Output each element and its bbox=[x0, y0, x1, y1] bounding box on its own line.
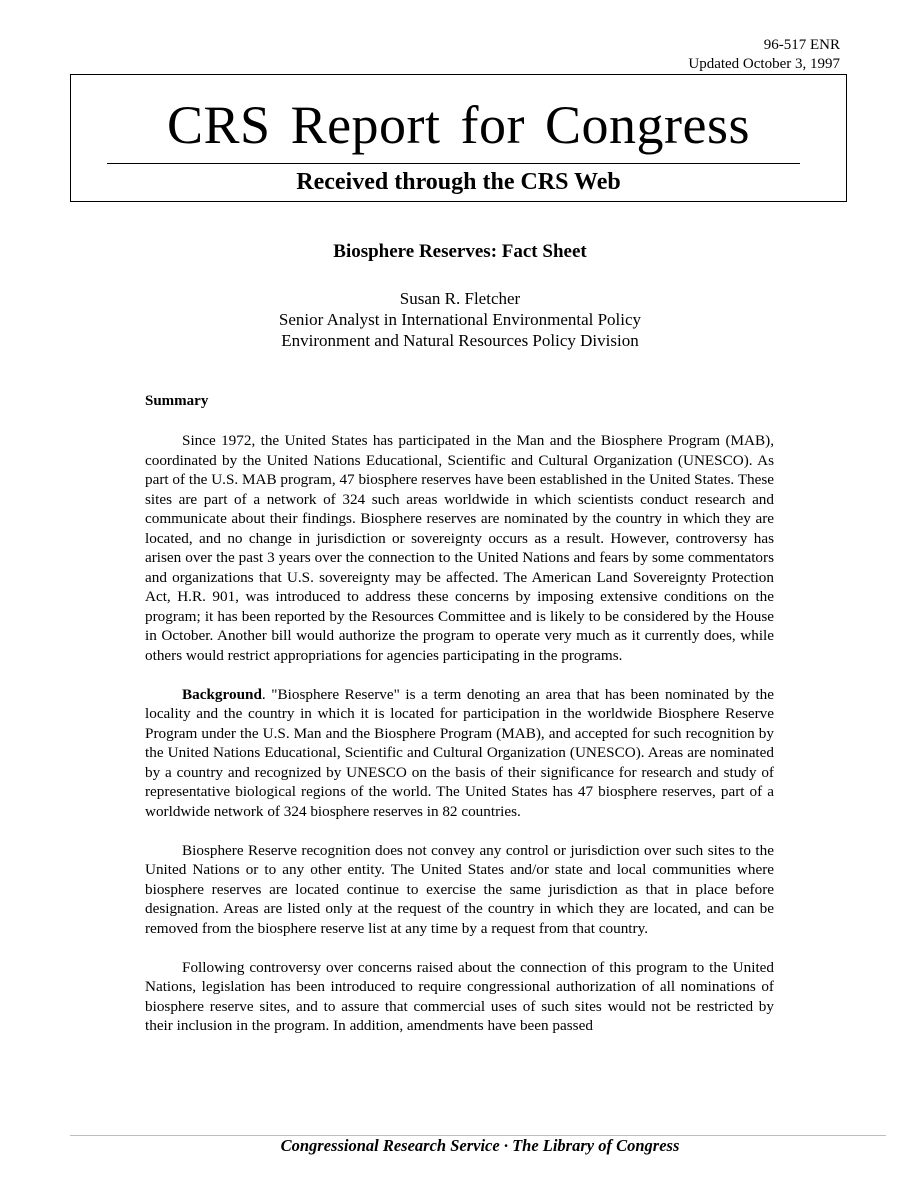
report-number: 96-517 ENR bbox=[763, 37, 840, 53]
masthead-title: CRS Report for Congress bbox=[167, 95, 750, 155]
masthead-rule bbox=[107, 163, 800, 164]
author-block bbox=[0, 288, 920, 351]
author-title: Senior Analyst in International Environmental Policy bbox=[278, 310, 642, 329]
summary-heading: Summary bbox=[145, 393, 209, 409]
footer: Congressional Research Service · The Library of Congress bbox=[280, 1136, 680, 1155]
masthead bbox=[70, 74, 847, 202]
updated-date: Updated October 3, 1997 bbox=[688, 56, 840, 72]
report-info bbox=[688, 36, 840, 74]
background-text: . "Biosphere Reserve" is a term denoting an area that has been nominated by the locality and the country in which it is located for participation in the worldwide Biosphere Reserve Program under the U.S. Man and the Biosphere Program (MAB), and accepted for such recognition by the United Nations Educational, Scientific and Cultural Organization (UNESCO). Areas are nominated by a country and recognized by UNESCO on the basis of their significance for research and study of representative biological regions of the world. The United States has 47 biosphere reserves, part of a worldwide network of 324 biosphere reserves in 82 countries. bbox=[145, 685, 774, 820]
document-title: Biosphere Reserves: Fact Sheet bbox=[333, 241, 587, 262]
author-division: Environment and Natural Resources Policy Division bbox=[281, 331, 639, 350]
background-paragraph bbox=[145, 685, 774, 822]
paragraph-legislation: Following controversy over concerns raised about the connection of this program to the United Nations, legislation has been introduced to require congressional authorization of all nominations of biosphere reserve sites, and to assure that commercial uses of such sites would not be restricted by their inclusion in the program. In addition, amendments have been passed bbox=[145, 958, 774, 1034]
body-text bbox=[145, 392, 774, 1055]
summary-paragraph: Since 1972, the United States has participated in the Man and the Biosphere Program (MAB), coordinated by the United Nations Educational, Scientific and Cultural Organization (UNESCO). As part of the U.S. MAB program, 47 biosphere reserves have been established in the United States. These sites are part of a network of 324 such areas worldwide in which scientists conduct research and communicate about their findings. Biosphere reserves are nominated by the country in which they are located, and no change in jurisdiction or sovereignty occurs as a result. However, controversy has arisen over the past 3 years over the connection to the United Nations and fears by some commentators and organizations that U.S. sovereignty may be affected. The American Land Sovereignty Protection Act, H.R. 901, was introduced to address these concerns by imposing extensive conditions on the program; it has been reported by the Resources Committee and is likely to be considered by the House in October. Another bill would authorize the program to operate very much as it currently does, while others would restrict appropriations for agencies participating in the programs. bbox=[145, 432, 774, 664]
paragraph-jurisdiction: Biosphere Reserve recognition does not convey any control or jurisdiction over such sites to the United Nations or to any other entity. The United States and/or state and local communities where biosphere reserves are located continue to exercise the same jurisdiction as that in place before designation. Areas are listed only at the request of the country in which they are located, and can be removed from the biosphere reserve list at any time by a request from that country. bbox=[145, 841, 774, 937]
masthead-subtitle: Received through the CRS Web bbox=[296, 169, 621, 195]
author-name: Susan R. Fletcher bbox=[399, 289, 521, 308]
background-lead: Background bbox=[182, 685, 262, 703]
